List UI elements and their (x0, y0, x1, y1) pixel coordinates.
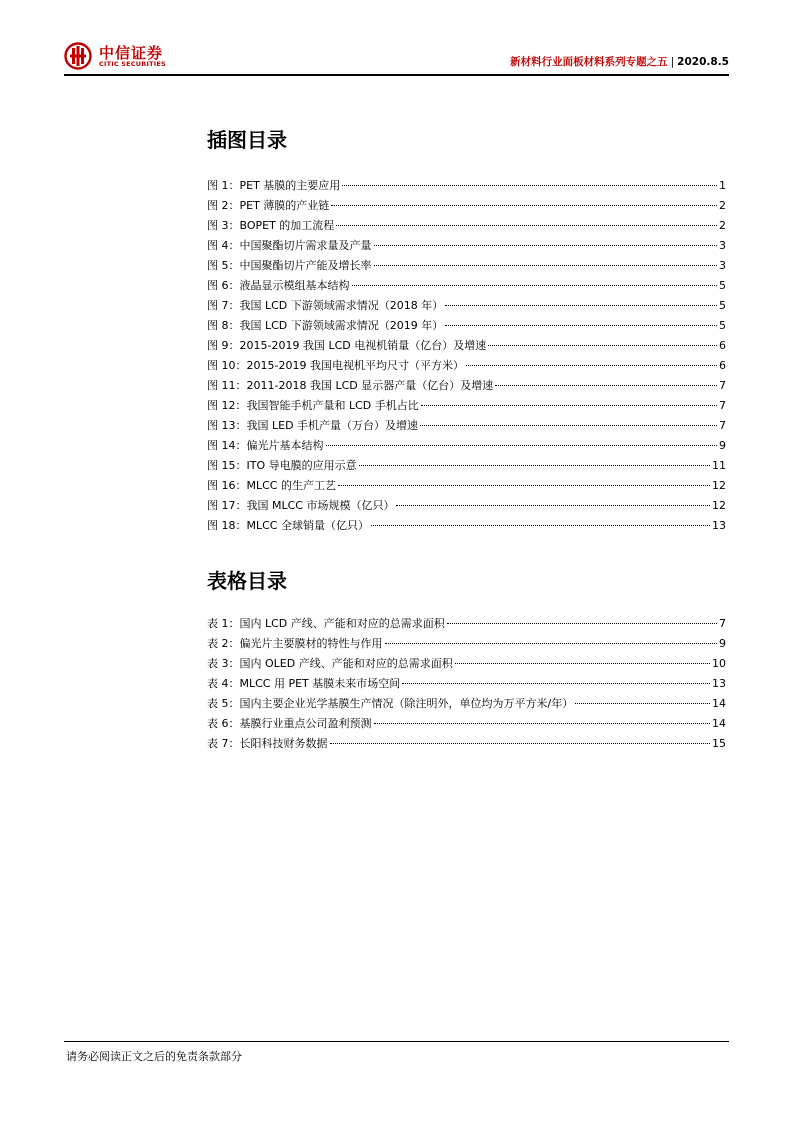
table-toc-entry[interactable] (207, 674, 726, 694)
figure-toc-label: 图 18：MLCC 全球销量（亿只） (207, 519, 369, 532)
figure-toc-label: 图 13：我国 LED 手机产量（万台）及增速 (207, 419, 419, 432)
figure-toc-label: 图 8：我国 LCD 下游领域需求情况（2019 年） (207, 319, 444, 332)
table-toc-page-number: 15 (712, 737, 726, 750)
figure-toc-entry[interactable] (207, 496, 726, 516)
figure-toc-page-number: 12 (712, 479, 726, 492)
toc-dot-leader (445, 305, 717, 306)
toc-dot-leader (445, 325, 717, 326)
toc-dot-leader (359, 465, 710, 466)
toc-dot-leader (374, 245, 718, 246)
header-divider (64, 74, 729, 76)
toc-dot-leader (575, 703, 710, 704)
table-toc-entry[interactable] (207, 714, 726, 734)
toc-dot-leader (385, 643, 718, 644)
toc-dot-leader (495, 385, 717, 386)
toc-dot-leader (336, 225, 717, 226)
figure-toc-entry[interactable] (207, 256, 726, 276)
footer-divider (64, 1041, 729, 1042)
table-toc-entry[interactable] (207, 654, 726, 674)
toc-dot-leader (371, 525, 710, 526)
figure-toc-entry[interactable] (207, 296, 726, 316)
figure-toc-page-number: 12 (712, 499, 726, 512)
figure-toc-entry[interactable] (207, 396, 726, 416)
figure-toc-label: 图 3：BOPET 的加工流程 (207, 219, 335, 232)
figure-toc-page-number: 6 (719, 359, 726, 372)
toc-dot-leader (331, 205, 717, 206)
table-toc-label: 表 2：偏光片主要膜材的特性与作用 (207, 637, 383, 650)
report-date: 2020.8.5 (677, 56, 729, 68)
figure-toc-label: 图 10：2015-2019 我国电视机平均尺寸（平方米） (207, 359, 464, 372)
figure-toc-page-number: 7 (719, 399, 726, 412)
figure-toc-page-number: 5 (719, 319, 726, 332)
report-title: 新材料行业面板材料系列专题之五 (510, 56, 668, 68)
toc-dot-leader (338, 485, 710, 486)
table-toc-label: 表 4：MLCC 用 PET 基膜未来市场空间 (207, 677, 401, 690)
figures-toc-title: 插图目录 (207, 128, 287, 152)
figure-toc-label: 图 2：PET 薄膜的产业链 (207, 199, 330, 212)
table-toc-label: 表 5：国内主要企业光学基膜生产情况（除注明外，单位均为万平方米/年） (207, 697, 574, 710)
citic-logo (64, 40, 184, 72)
table-toc-entry[interactable] (207, 694, 726, 714)
table-toc-page-number: 14 (712, 717, 726, 730)
figure-toc-entry[interactable] (207, 276, 726, 296)
tables-toc-title: 表格目录 (207, 569, 287, 593)
toc-dot-leader (326, 445, 718, 446)
figure-toc-entry[interactable] (207, 356, 726, 376)
figure-toc-label: 图 6：液晶显示模组基本结构 (207, 279, 350, 292)
figure-toc-page-number: 9 (719, 439, 726, 452)
toc-dot-leader (374, 723, 711, 724)
figure-toc-page-number: 1 (719, 179, 726, 192)
figure-toc-page-number: 13 (712, 519, 726, 532)
figure-toc-label: 图 12：我国智能手机产量和 LCD 手机占比 (207, 399, 419, 412)
citic-logo-icon (64, 42, 94, 70)
table-toc-page-number: 9 (719, 637, 726, 650)
figure-toc-label: 图 1：PET 基膜的主要应用 (207, 179, 341, 192)
figure-toc-page-number: 2 (719, 199, 726, 212)
figure-toc-label: 图 15：ITO 导电膜的应用示意 (207, 459, 357, 472)
table-toc-label: 表 1：国内 LCD 产线、产能和对应的总需求面积 (207, 617, 445, 630)
footer-disclaimer: 请务必阅读正文之后的免责条款部分 (66, 1050, 242, 1063)
figure-toc-entry[interactable] (207, 236, 726, 256)
toc-dot-leader (420, 425, 717, 426)
figure-toc-label: 图 9：2015-2019 我国 LCD 电视机销量（亿台）及增速 (207, 339, 487, 352)
table-toc-entry[interactable] (207, 614, 726, 634)
figure-toc-entry[interactable] (207, 176, 726, 196)
table-toc-label: 表 3：国内 OLED 产线、产能和对应的总需求面积 (207, 657, 453, 670)
figure-toc-label: 图 7：我国 LCD 下游领域需求情况（2018 年） (207, 299, 444, 312)
figure-toc-entry[interactable] (207, 316, 726, 336)
figure-toc-entry[interactable] (207, 476, 726, 496)
toc-dot-leader (402, 683, 710, 684)
figure-toc-page-number: 7 (719, 419, 726, 432)
toc-dot-leader (374, 265, 718, 266)
tables-toc-list (207, 614, 726, 754)
figure-toc-entry[interactable] (207, 516, 726, 536)
figure-toc-entry[interactable] (207, 216, 726, 236)
figure-toc-label: 图 5：中国聚酯切片产能及增长率 (207, 259, 372, 272)
figure-toc-entry[interactable] (207, 416, 726, 436)
toc-dot-leader (352, 285, 718, 286)
figure-toc-page-number: 5 (719, 299, 726, 312)
toc-dot-leader (455, 663, 710, 664)
header-separator: | (670, 56, 675, 68)
figure-toc-page-number: 6 (719, 339, 726, 352)
toc-dot-leader (488, 345, 717, 346)
figure-toc-entry[interactable] (207, 436, 726, 456)
toc-dot-leader (421, 405, 717, 406)
toc-dot-leader (466, 365, 717, 366)
figure-toc-label: 图 4：中国聚酯切片需求量及产量 (207, 239, 372, 252)
figure-toc-entry[interactable] (207, 336, 726, 356)
table-toc-page-number: 10 (712, 657, 726, 670)
toc-dot-leader (396, 505, 710, 506)
logo-chinese-name: 中信证券 (99, 44, 164, 62)
figure-toc-page-number: 7 (719, 379, 726, 392)
toc-dot-leader (342, 185, 717, 186)
page-header (64, 40, 729, 76)
figure-toc-page-number: 5 (719, 279, 726, 292)
figure-toc-entry[interactable] (207, 196, 726, 216)
table-toc-label: 表 6：基膜行业重点公司盈利预测 (207, 717, 372, 730)
figure-toc-entry[interactable] (207, 456, 726, 476)
figure-toc-page-number: 11 (712, 459, 726, 472)
toc-dot-leader (330, 743, 711, 744)
table-toc-entry[interactable] (207, 634, 726, 654)
figure-toc-entry[interactable] (207, 376, 726, 396)
figure-toc-label: 图 17：我国 MLCC 市场规模（亿只） (207, 499, 395, 512)
logo-english-name: CITIC SECURITIES (99, 60, 166, 68)
toc-dot-leader (447, 623, 717, 624)
figures-toc-list (207, 176, 726, 536)
table-toc-page-number: 7 (719, 617, 726, 630)
figure-toc-label: 图 11：2011-2018 我国 LCD 显示器产量（亿台）及增速 (207, 379, 494, 392)
table-toc-label: 表 7：长阳科技财务数据 (207, 737, 328, 750)
table-toc-page-number: 14 (712, 697, 726, 710)
figure-toc-page-number: 3 (719, 239, 726, 252)
header-report-info (510, 54, 729, 69)
figure-toc-label: 图 14：偏光片基本结构 (207, 439, 324, 452)
figure-toc-page-number: 2 (719, 219, 726, 232)
figure-toc-page-number: 3 (719, 259, 726, 272)
figure-toc-label: 图 16：MLCC 的生产工艺 (207, 479, 336, 492)
table-toc-entry[interactable] (207, 734, 726, 754)
table-toc-page-number: 13 (712, 677, 726, 690)
